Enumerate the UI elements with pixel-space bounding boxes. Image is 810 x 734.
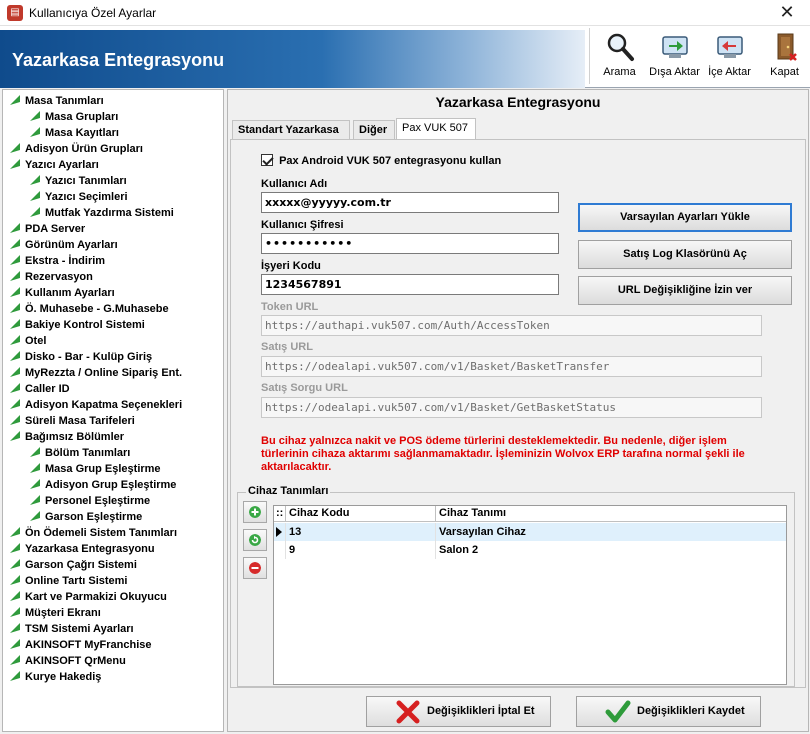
sidebar-item[interactable]	[9, 317, 145, 333]
token-url-input: https://authapi.vuk507.com/Auth/AccessToken	[261, 315, 762, 336]
sidebar-item-label: AKINSOFT MyFranchise	[25, 639, 152, 651]
green-arrow-icon	[9, 158, 21, 170]
sidebar-item-label: PDA Server	[25, 223, 86, 235]
header	[0, 26, 810, 88]
password-label: Kullanıcı Şifresi	[261, 219, 344, 231]
green-arrow-icon	[9, 558, 21, 570]
sidebar-item[interactable]	[9, 589, 167, 605]
green-arrow-icon	[9, 142, 21, 154]
page-title: Yazarkasa Entegrasyonu	[435, 94, 601, 110]
export-button[interactable]	[647, 28, 702, 86]
vuk507-integration-checkbox[interactable]	[261, 154, 273, 166]
username-input[interactable]: xxxxx@yyyyy.com.tr	[261, 192, 559, 213]
sidebar-item-label: Ön Ödemeli Sistem Tanımları	[25, 527, 178, 539]
green-arrow-icon	[29, 206, 41, 218]
green-arrow-icon	[9, 334, 21, 346]
green-arrow-icon	[29, 174, 41, 186]
sidebar-item[interactable]	[9, 141, 143, 157]
sidebar-item[interactable]	[29, 445, 130, 461]
table-row[interactable]	[274, 541, 786, 559]
sidebar-item-label: Müşteri Ekranı	[25, 607, 101, 619]
green-arrow-icon	[9, 414, 21, 426]
sidebar-item-label: Personel Eşleştirme	[45, 495, 151, 507]
green-arrow-icon	[29, 510, 41, 522]
cancel-changes-button[interactable]	[366, 696, 551, 727]
sidebar-item[interactable]	[9, 365, 182, 381]
sidebar-item-label: TSM Sistemi Ayarları	[25, 623, 134, 635]
delete-device-button[interactable]	[243, 557, 267, 579]
banner-title: Yazarkasa Entegrasyonu	[12, 50, 225, 70]
tab-pax-vuk-507[interactable]: Pax VUK 507	[396, 118, 476, 140]
sidebar-item-label: Yazıcı Seçimleri	[45, 191, 128, 203]
sidebar-item[interactable]	[29, 205, 174, 221]
window-close-button[interactable]: ✕	[779, 2, 795, 22]
load-defaults-button[interactable]: Varsayılan Ayarları Yükle	[578, 203, 792, 232]
sidebar-item-label: Caller ID	[25, 383, 70, 395]
cell-device-name[interactable]: Salon 2	[439, 544, 479, 556]
green-arrow-icon	[9, 222, 21, 234]
app-icon: ▤	[7, 5, 23, 21]
exit-button[interactable]	[757, 28, 810, 86]
allow-url-change-button[interactable]: URL Değişikliğine İzin ver	[578, 276, 792, 305]
exit-door-icon	[770, 32, 800, 62]
green-arrow-icon	[9, 366, 21, 378]
sidebar-item-label: Bölüm Tanımları	[45, 447, 131, 459]
green-arrow-icon	[9, 542, 21, 554]
sidebar-item-label: Bakiye Kontrol Sistemi	[25, 319, 145, 331]
sidebar-item[interactable]	[9, 541, 155, 557]
sidebar-item-label: Süreli Masa Tarifeleri	[25, 415, 135, 427]
sidebar-item[interactable]	[9, 157, 99, 173]
green-arrow-icon	[9, 350, 21, 362]
sidebar-item-label: Adisyon Kapatma Seçenekleri	[25, 399, 183, 411]
green-arrow-icon	[9, 270, 21, 282]
green-arrow-icon	[9, 398, 21, 410]
row-pointer-icon	[274, 523, 284, 541]
device-definitions-label: Cihaz Tanımları	[248, 485, 329, 497]
green-arrow-icon	[29, 190, 41, 202]
settings-tree	[2, 89, 224, 732]
sidebar-item[interactable]	[9, 93, 104, 109]
search-icon	[605, 32, 635, 62]
green-arrow-icon	[9, 638, 21, 650]
sidebar-item[interactable]	[9, 397, 182, 413]
sales-url-input: https://odealapi.vuk507.com/v1/Basket/BasketTransfer	[261, 356, 762, 377]
sidebar-item-label: Yazarkasa Entegrasyonu	[25, 543, 155, 555]
sidebar-item-label: Yazıcı Ayarları	[25, 159, 99, 171]
main-panel	[227, 89, 809, 732]
sidebar-item[interactable]	[9, 573, 128, 589]
sidebar-item[interactable]	[9, 653, 126, 669]
save-changes-label: Değişiklikleri Kaydet	[637, 705, 745, 717]
cell-device-code[interactable]: 9	[286, 541, 436, 559]
tab-standart-yazarkasa[interactable]: Standart Yazarkasa	[232, 120, 350, 140]
sidebar-item[interactable]	[29, 173, 127, 189]
device-definitions-group	[237, 485, 795, 687]
sidebar-item-label: Garson Çağrı Sistemi	[25, 559, 137, 571]
green-arrow-icon	[9, 94, 21, 106]
sidebar-item[interactable]	[29, 493, 150, 509]
search-button[interactable]	[592, 28, 647, 86]
row-indicator	[274, 523, 286, 541]
sidebar-item[interactable]	[9, 349, 152, 365]
sales-query-url-label: Satış Sorgu URL	[261, 382, 348, 394]
sidebar-item-label: Kurye Hakediş	[25, 671, 102, 683]
sales-url-label: Satış URL	[261, 341, 313, 353]
sidebar-item-label: Mutfak Yazdırma Sistemi	[45, 207, 174, 219]
import-button[interactable]	[702, 28, 757, 86]
export-icon	[660, 32, 690, 62]
sidebar-item-label: Kart ve Parmakizi Okuyucu	[25, 591, 167, 603]
window-title: Kullanıcıya Özel Ayarlar	[29, 6, 157, 20]
sidebar-item-label: Garson Eşleştirme	[45, 511, 143, 523]
sidebar-item-label: Masa Grup Eşleştirme	[45, 463, 161, 475]
tab-content	[230, 139, 806, 688]
sidebar-item-label: Otel	[25, 335, 47, 347]
grid-marker: ::	[274, 506, 286, 522]
search-button-label: Arama	[603, 66, 636, 78]
sidebar-item[interactable]	[9, 253, 105, 269]
device-grid[interactable]	[273, 505, 787, 685]
green-arrow-icon	[9, 606, 21, 618]
sidebar-item[interactable]	[9, 237, 118, 253]
green-arrow-icon	[29, 446, 41, 458]
sidebar-item-label: Masa Grupları	[45, 111, 119, 123]
green-arrow-icon	[9, 574, 21, 586]
sidebar-item[interactable]	[9, 381, 70, 397]
green-arrow-icon	[9, 238, 21, 250]
import-icon	[715, 32, 745, 62]
toolbar	[587, 28, 810, 86]
green-arrow-icon	[29, 478, 41, 490]
warning-text: Bu cihaz yalnızca nakit ve POS ödeme türlerini desteklemektedir. Bu nedenle, diğer işlem türlerinin cihaza aktarımı sağlanmamaktadır. İşleminizin Wolvox ERP tarafına normal şekli ile aktarılacaktır.	[261, 435, 745, 473]
sidebar-item[interactable]	[29, 189, 128, 205]
green-arrow-icon	[9, 302, 21, 314]
sidebar-item[interactable]	[9, 621, 134, 637]
green-arrow-icon	[29, 462, 41, 474]
green-arrow-icon	[9, 526, 21, 538]
green-arrow-icon	[9, 430, 21, 442]
header-banner	[0, 30, 585, 88]
sidebar-item[interactable]	[9, 605, 101, 621]
sidebar-item-label: Disko - Bar - Kulüp Giriş	[25, 351, 153, 363]
green-arrow-icon	[9, 654, 21, 666]
green-check-icon	[605, 700, 631, 724]
add-device-button[interactable]	[243, 501, 267, 523]
green-arrow-icon	[9, 670, 21, 682]
cell-device-name[interactable]: Varsayılan Cihaz	[439, 526, 526, 538]
edit-device-button[interactable]	[243, 529, 267, 551]
sidebar-item[interactable]	[9, 413, 135, 429]
sidebar-item[interactable]	[29, 109, 118, 125]
green-arrow-icon	[9, 382, 21, 394]
minus-icon	[249, 562, 261, 574]
row-indicator	[274, 541, 286, 559]
password-input[interactable]: •••••••••••	[261, 233, 559, 254]
cell-device-code[interactable]: 13	[286, 523, 436, 541]
sidebar-item[interactable]	[29, 461, 161, 477]
open-log-folder-button[interactable]: Satış Log Klasörünü Aç	[578, 240, 792, 269]
sidebar-item-label: Masa Tanımları	[25, 95, 104, 107]
sidebar-item-label: Adisyon Grup Eşleştirme	[45, 479, 177, 491]
sidebar-item-label: Masa Kayıtları	[45, 127, 119, 139]
exit-button-label: Kapat	[770, 66, 799, 78]
green-arrow-icon	[9, 286, 21, 298]
green-arrow-icon	[29, 494, 41, 506]
table-row[interactable]	[274, 523, 786, 541]
token-url-label: Token URL	[261, 301, 319, 313]
sidebar-item[interactable]	[9, 221, 85, 237]
sales-query-url-input: https://odealapi.vuk507.com/v1/Basket/GetBasketStatus	[261, 397, 762, 418]
sidebar-item[interactable]	[9, 285, 115, 301]
sidebar-item-label: Ekstra - İndirim	[25, 255, 106, 267]
sidebar-item-label: Ö. Muhasebe - G.Muhasebe	[25, 303, 169, 315]
sidebar-item[interactable]	[9, 301, 169, 317]
workplace-code-input[interactable]: 1234567891	[261, 274, 559, 295]
sidebar-item-label: Adisyon Ürün Grupları	[25, 143, 143, 155]
red-x-icon	[395, 700, 421, 724]
sidebar-item[interactable]	[9, 269, 93, 285]
green-arrow-icon	[9, 318, 21, 330]
sidebar-item-label: Rezervasyon	[25, 271, 93, 283]
green-arrow-icon	[29, 126, 41, 138]
save-changes-button[interactable]	[576, 696, 761, 727]
sidebar-item-label: Bağımsız Bölümler	[25, 431, 125, 443]
vuk507-integration-checkbox-row[interactable]	[261, 154, 501, 167]
column-device-name[interactable]: Cihaz Tanımı	[439, 507, 507, 519]
username-label: Kullanıcı Adı	[261, 178, 328, 190]
green-arrow-icon	[9, 622, 21, 634]
cancel-changes-label: Değişiklikleri İptal Et	[427, 705, 535, 717]
sidebar-item[interactable]	[29, 125, 119, 141]
sidebar-item[interactable]	[9, 525, 177, 541]
green-arrow-icon	[9, 254, 21, 266]
toolbar-separator	[589, 28, 590, 84]
sidebar-item[interactable]	[29, 509, 142, 525]
sidebar-item-label: Kullanım Ayarları	[25, 287, 115, 299]
sidebar-item-label: MyRezzta / Online Sipariş Ent.	[25, 367, 183, 379]
column-device-code[interactable]: Cihaz Kodu	[286, 506, 436, 522]
export-button-label: Dışa Aktar	[649, 66, 700, 78]
sidebar-item[interactable]	[9, 333, 46, 349]
sidebar-item[interactable]	[9, 429, 124, 445]
workplace-code-label: İşyeri Kodu	[261, 260, 321, 272]
sidebar-item[interactable]	[29, 477, 176, 493]
green-arrow-icon	[9, 590, 21, 602]
green-arrow-icon	[29, 110, 41, 122]
device-grid-header	[274, 506, 786, 522]
sidebar-item[interactable]	[9, 557, 137, 573]
sidebar-item[interactable]	[9, 669, 101, 685]
sidebar-item-label: Online Tartı Sistemi	[25, 575, 128, 587]
sidebar-item-label: AKINSOFT QrMenu	[25, 655, 126, 667]
sidebar-item[interactable]	[9, 637, 152, 653]
tab-diger[interactable]: Diğer	[353, 120, 395, 140]
window-titlebar	[0, 0, 810, 26]
import-button-label: İçe Aktar	[708, 66, 751, 78]
plus-icon	[249, 506, 261, 518]
refresh-icon	[249, 534, 261, 546]
sidebar-item-label: Yazıcı Tanımları	[45, 175, 127, 187]
sidebar-item-label: Görünüm Ayarları	[25, 239, 118, 251]
vuk507-integration-label: Pax Android VUK 507 entegrasyonu kullan	[279, 155, 502, 167]
